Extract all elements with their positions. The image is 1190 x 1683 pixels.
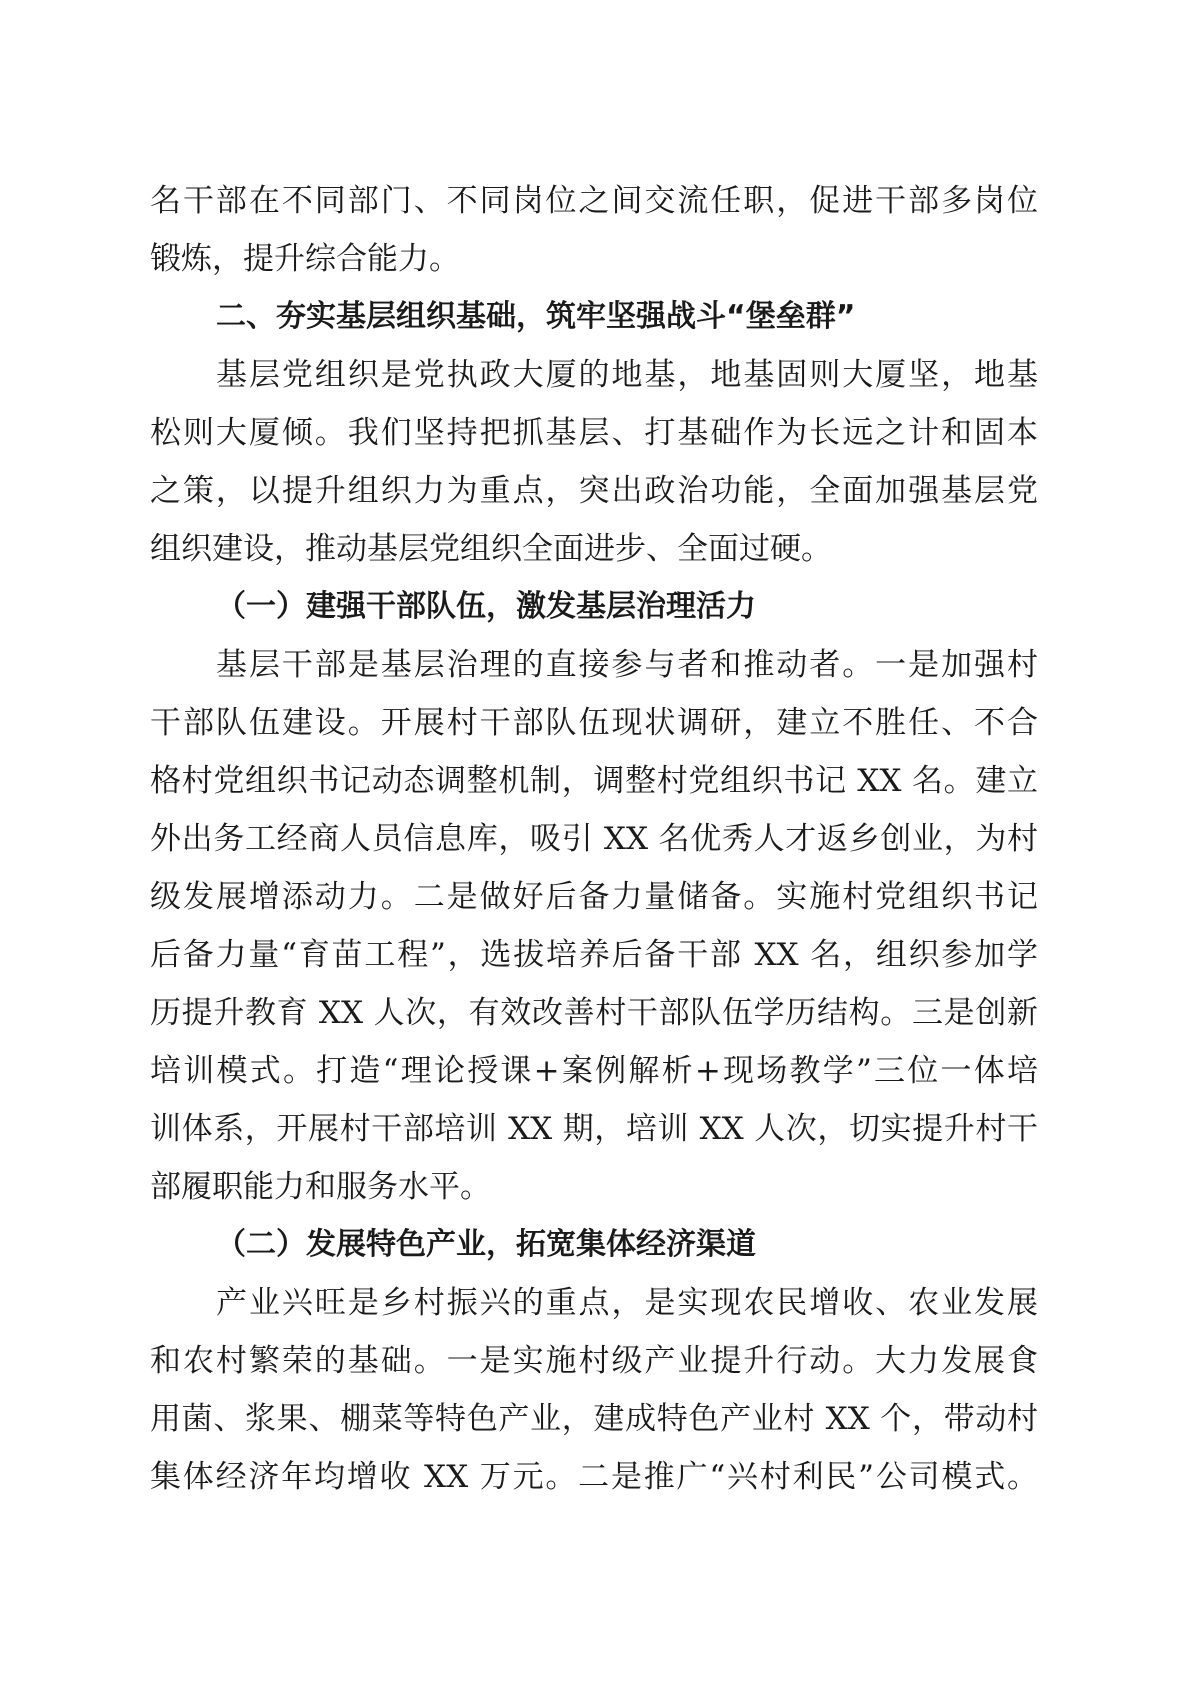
continuation-paragraph [150,172,1038,288]
paragraph-line: 用菌、浆果、棚菜等特色产业，建成特色产业村 XX 个，带动村 [150,1401,1038,1437]
subsection-heading: （一）建强干部队伍，激发基层治理活力 [216,589,756,624]
paragraph-line: 部履职能力和服务水平。 [150,1169,491,1205]
document-page [150,172,1038,1506]
paragraph-line: 基层党组织是党执政大厦的地基，地基固则大厦坚，地基 [216,357,1038,393]
paragraph-line: 培训模式。打造“理论授课+案例解析+现场教学”三位一体培 [150,1053,1038,1089]
subsection-1-paragraph [150,636,1038,1216]
paragraph-line: 组织建设，推动基层党组织全面进步、全面过硬。 [150,531,832,567]
paragraph-line: 基层干部是基层治理的直接参与者和推动者。一是加强村 [216,647,1038,683]
paragraph-line: 集体经济年均增收 XX 万元。二是推广“兴村利民”公司模式。 [150,1459,1038,1495]
paragraph-line: 格村党组织书记动态调整机制，调整村党组织书记 XX 名。建立 [150,763,1038,799]
paragraph-line: 后备力量“育苗工程”，选拔培养后备干部 XX 名，组织参加学 [150,937,1038,973]
section-heading: 二、夯实基层组织基础，筑牢坚强战斗“堡垒群” [216,299,856,334]
paragraph-line: 历提升教育 XX 人次，有效改善村干部队伍学历结构。三是创新 [150,995,1038,1031]
paragraph-line: 训体系，开展村干部培训 XX 期，培训 XX 人次，切实提升村干 [150,1111,1038,1147]
paragraph-line: 级发展增添动力。二是做好后备力量储备。实施村党组织书记 [150,879,1038,915]
paragraph-line: 之策，以提升组织力为重点，突出政治功能，全面加强基层党 [150,473,1038,509]
section-intro-paragraph [150,346,1038,578]
paragraph-line: 和农村繁荣的基础。一是实施村级产业提升行动。大力发展食 [150,1343,1038,1379]
paragraph-line: 干部队伍建设。开展村干部队伍现状调研，建立不胜任、不合 [150,705,1038,741]
paragraph-line: 锻炼，提升综合能力。 [150,241,460,277]
subsection-heading: （二）发展特色产业，拓宽集体经济渠道 [216,1227,756,1262]
paragraph-line: 外出务工经商人员信息库，吸引 XX 名优秀人才返乡创业，为村 [150,821,1038,857]
paragraph-line: 产业兴旺是乡村振兴的重点，是实现农民增收、农业发展 [216,1285,1038,1321]
paragraph-line: 名干部在不同部门、不同岗位之间交流任职，促进干部多岗位 [150,183,1038,219]
subsection-2-paragraph [150,1274,1038,1506]
paragraph-line: 松则大厦倾。我们坚持把抓基层、打基础作为长远之计和固本 [150,415,1038,451]
